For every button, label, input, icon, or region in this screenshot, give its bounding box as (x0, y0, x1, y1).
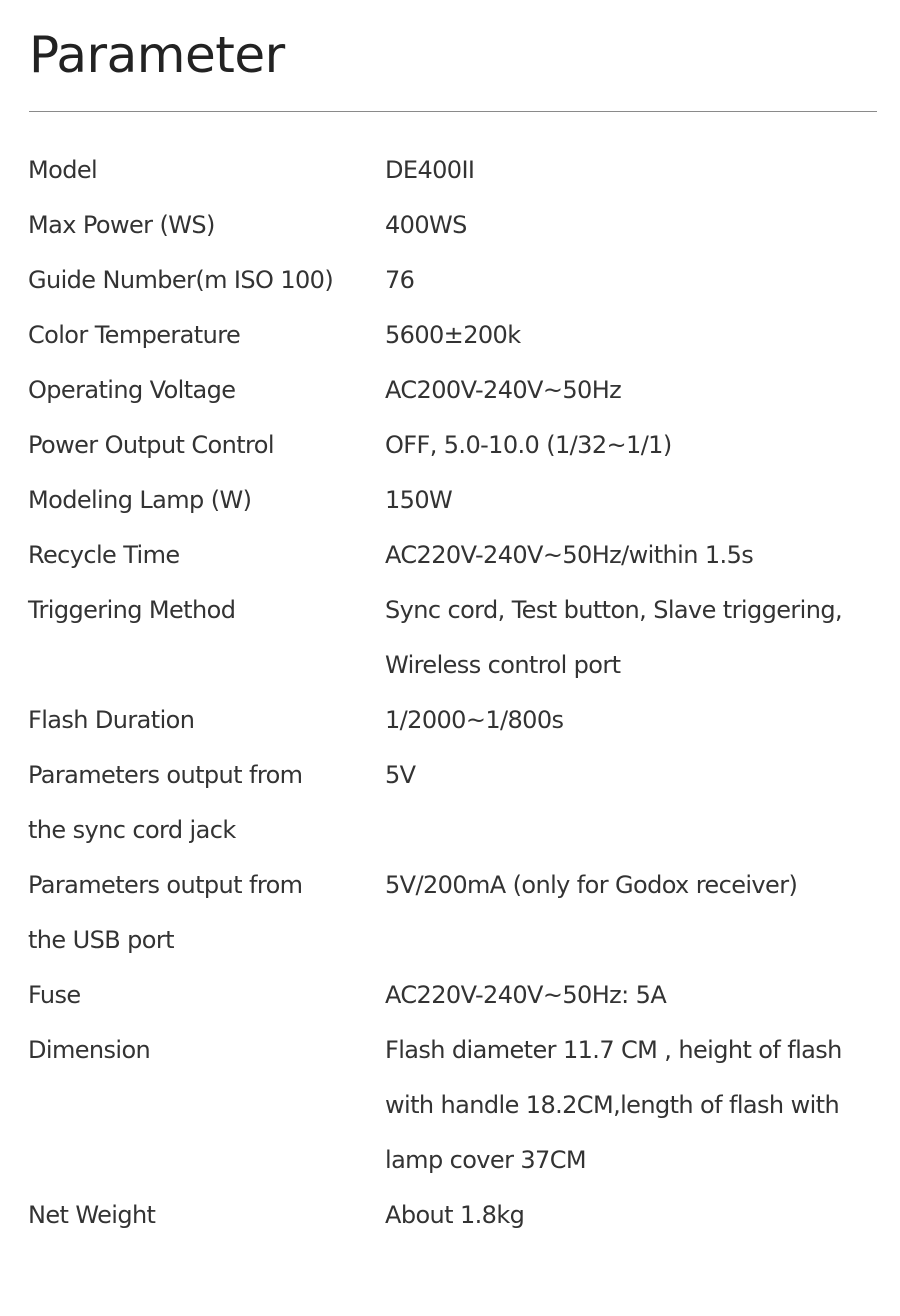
spec-value-operating-voltage-line-1: AC200V-240V~50Hz (385, 376, 622, 404)
spec-value-modeling-lamp-line-1: 150W (385, 486, 453, 514)
spec-value-operating-voltage (385, 363, 876, 418)
parameter-table (28, 143, 876, 1243)
title-divider (29, 111, 877, 112)
spec-value-usb-output (385, 858, 876, 913)
spec-label-fuse-line-1: Fuse (28, 981, 81, 1009)
spec-value-usb-output-line-1: 5V/200mA (only for Godox receiver) (385, 871, 798, 899)
spec-row-fuse (28, 968, 876, 1023)
spec-label-dimension (28, 1023, 385, 1078)
spec-label-flash-duration (28, 693, 385, 748)
spec-label-operating-voltage-line-1: Operating Voltage (28, 376, 236, 404)
spec-label-flash-duration-line-1: Flash Duration (28, 706, 195, 734)
spec-value-color-temperature (385, 308, 876, 363)
spec-label-power-output-control (28, 418, 385, 473)
spec-label-modeling-lamp (28, 473, 385, 528)
spec-value-sync-cord-output-line-1: 5V (385, 761, 416, 789)
spec-label-power-output-control-line-1: Power Output Control (28, 431, 274, 459)
spec-label-sync-cord-output-line-2: the sync cord jack (28, 816, 236, 844)
page-title: Parameter (29, 26, 285, 84)
spec-row-usb-output (28, 858, 876, 968)
spec-row-recycle-time (28, 528, 876, 583)
spec-label-operating-voltage (28, 363, 385, 418)
spec-label-recycle-time (28, 528, 385, 583)
spec-label-usb-output-line-2: the USB port (28, 926, 174, 954)
spec-row-power-output-control (28, 418, 876, 473)
spec-label-net-weight (28, 1188, 385, 1243)
spec-value-power-output-control (385, 418, 876, 473)
spec-row-model (28, 143, 876, 198)
spec-label-sync-cord-output-line-1: Parameters output from (28, 761, 303, 789)
spec-value-net-weight (385, 1188, 876, 1243)
spec-row-operating-voltage (28, 363, 876, 418)
spec-value-max-power (385, 198, 876, 253)
spec-value-recycle-time (385, 528, 876, 583)
spec-label-usb-output (28, 858, 385, 968)
spec-label-color-temperature (28, 308, 385, 363)
spec-label-max-power-line-1: Max Power (WS) (28, 211, 215, 239)
spec-value-fuse (385, 968, 876, 1023)
spec-label-model (28, 143, 385, 198)
spec-label-modeling-lamp-line-1: Modeling Lamp (W) (28, 486, 252, 514)
spec-label-recycle-time-line-1: Recycle Time (28, 541, 180, 569)
spec-value-recycle-time-line-1: AC220V-240V~50Hz/within 1.5s (385, 541, 754, 569)
spec-value-model-line-1: DE400II (385, 156, 475, 184)
spec-value-model (385, 143, 876, 198)
spec-label-sync-cord-output (28, 748, 385, 858)
spec-label-dimension-line-1: Dimension (28, 1036, 151, 1064)
spec-label-color-temperature-line-1: Color Temperature (28, 321, 241, 349)
spec-label-triggering-method-line-1: Triggering Method (28, 596, 236, 624)
spec-row-flash-duration (28, 693, 876, 748)
spec-value-dimension-line-1: Flash diameter 11.7 CM , height of flash (385, 1036, 842, 1064)
spec-label-usb-output-line-1: Parameters output from (28, 871, 303, 899)
spec-value-triggering-method-line-1: Sync cord, Test button, Slave triggering, (385, 596, 842, 624)
spec-value-triggering-method-line-2: Wireless control port (385, 651, 621, 679)
spec-label-triggering-method (28, 583, 385, 638)
spec-value-modeling-lamp (385, 473, 876, 528)
spec-row-color-temperature (28, 308, 876, 363)
spec-value-triggering-method (385, 583, 876, 693)
spec-value-dimension (385, 1023, 876, 1188)
spec-label-guide-number-line-1: Guide Number(m ISO 100) (28, 266, 334, 294)
spec-row-sync-cord-output (28, 748, 876, 858)
spec-row-guide-number (28, 253, 876, 308)
spec-label-net-weight-line-1: Net Weight (28, 1201, 156, 1229)
spec-row-dimension (28, 1023, 876, 1188)
spec-value-fuse-line-1: AC220V-240V~50Hz: 5A (385, 981, 667, 1009)
spec-label-fuse (28, 968, 385, 1023)
spec-label-model-line-1: Model (28, 156, 98, 184)
spec-value-net-weight-line-1: About 1.8kg (385, 1201, 525, 1229)
spec-row-triggering-method (28, 583, 876, 693)
spec-value-dimension-line-2: with handle 18.2CM,length of flash with (385, 1091, 840, 1119)
spec-row-max-power (28, 198, 876, 253)
spec-value-flash-duration-line-1: 1/2000~1/800s (385, 706, 564, 734)
spec-value-max-power-line-1: 400WS (385, 211, 467, 239)
spec-row-modeling-lamp (28, 473, 876, 528)
spec-value-guide-number (385, 253, 876, 308)
spec-value-color-temperature-line-1: 5600±200k (385, 321, 521, 349)
spec-value-flash-duration (385, 693, 876, 748)
spec-value-guide-number-line-1: 76 (385, 266, 415, 294)
spec-value-power-output-control-line-1: OFF, 5.0-10.0 (1/32~1/1) (385, 431, 672, 459)
spec-value-sync-cord-output (385, 748, 876, 803)
spec-row-net-weight (28, 1188, 876, 1243)
spec-label-guide-number (28, 253, 385, 308)
spec-label-max-power (28, 198, 385, 253)
spec-value-dimension-line-3: lamp cover 37CM (385, 1146, 586, 1174)
